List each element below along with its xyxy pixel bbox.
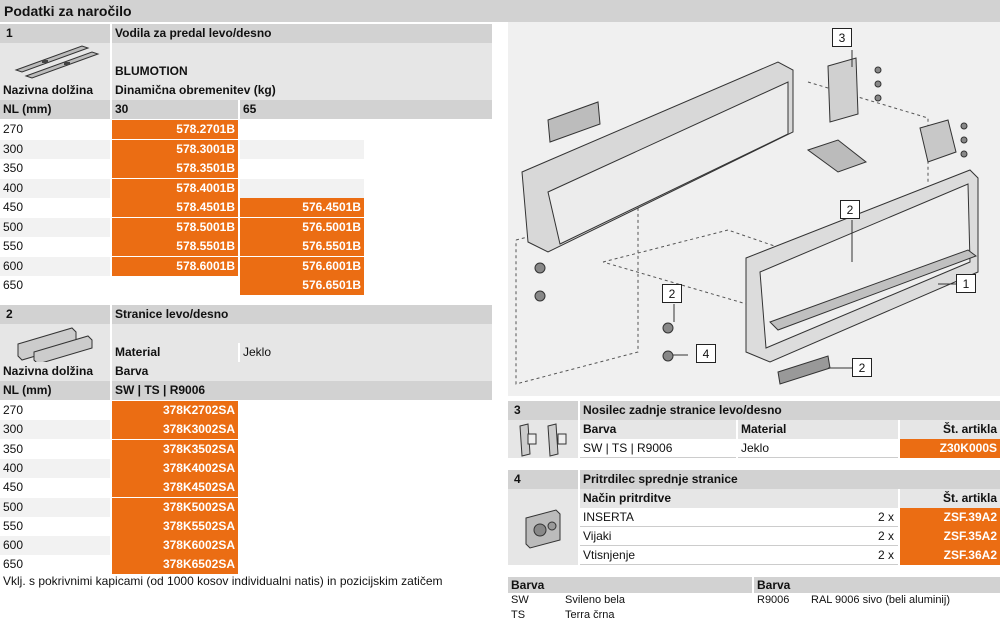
load-label: Dinamična obremenitev (kg) [112, 81, 492, 100]
col-article: Št. artikla [900, 420, 1000, 439]
length-cell: 600 [0, 257, 110, 276]
article-number [240, 159, 364, 178]
callout-1: 1 [956, 274, 976, 293]
article-number: 578.5501B [112, 237, 238, 256]
brand-label: BLUMOTION [112, 62, 492, 81]
article-number: ZSF.35A2 [900, 527, 1000, 546]
article-number: 576.6001B [240, 257, 364, 276]
color-codes-header: SW | TS | R9006 [112, 381, 492, 400]
legend-code: SW [511, 594, 529, 606]
method-cell: Vijaki [580, 527, 850, 546]
length-cell: 550 [3, 518, 24, 533]
material-label: Material [112, 343, 238, 362]
legend-header: Barva [508, 577, 752, 593]
legend-name: RAL 9006 sivo (beli aluminij) [811, 594, 950, 606]
method-cell: INSERTA [580, 508, 850, 527]
length-cell: 400 [0, 179, 110, 198]
material-value: Jeklo [240, 343, 492, 362]
side-wall-icon [10, 322, 100, 364]
article-number: 578.6001B [112, 257, 238, 276]
section-title: Nosilec zadnje stranice levo/desno [580, 401, 1000, 420]
length-cell: 650 [3, 557, 24, 572]
section-title: Pritrdilec sprednje stranice [580, 470, 1000, 489]
article-number: 578.3001B [112, 140, 238, 159]
legend-header: Barva [754, 577, 1000, 593]
article-number [240, 179, 364, 198]
length-cell: 450 [3, 480, 24, 495]
legend-name: Terra črna [565, 609, 615, 621]
length-cell: 400 [0, 459, 110, 478]
article-number: 576.6501B [240, 276, 364, 295]
color-label: Barva [112, 362, 492, 381]
article-number: ZSF.39A2 [900, 508, 1000, 527]
length-cell: 300 [0, 420, 110, 439]
length-cell: 450 [3, 200, 24, 214]
article-number: 576.5001B [240, 218, 364, 237]
length-cell: 600 [0, 536, 110, 555]
load-65-header: 65 [240, 100, 492, 119]
material-value: Jeklo [738, 439, 898, 458]
length-label: Nazivna dolžina [0, 81, 110, 100]
callout-2: 2 [840, 200, 860, 219]
drawer-runner-icon [12, 40, 102, 82]
nl-label: NL (mm) [0, 100, 110, 119]
article-number: 578.4501B [112, 198, 238, 217]
front-fixing-icon [516, 500, 572, 556]
nl-label: NL (mm) [0, 381, 110, 400]
article-number [240, 140, 364, 159]
exploded-diagram [508, 22, 1000, 396]
legend-name: Svileno bela [565, 594, 625, 606]
article-number: 378K2702SA [112, 401, 238, 420]
article-number: 378K4502SA [112, 478, 238, 497]
article-number: 576.5501B [240, 237, 364, 256]
length-cell: 500 [0, 498, 110, 517]
callout-2: 2 [852, 358, 872, 377]
callout-2: 2 [662, 284, 682, 303]
article-number [240, 120, 364, 139]
col-method: Način pritrditve [580, 489, 898, 508]
article-number: 578.3501B [112, 159, 238, 178]
article-number: 378K4002SA [112, 459, 238, 478]
article-number: Z30K000S [900, 439, 1000, 458]
load-30-header: 30 [112, 100, 238, 119]
length-cell: 270 [3, 122, 24, 136]
back-bracket-icon [514, 420, 574, 458]
article-number: 378K3002SA [112, 420, 238, 439]
callout-4: 4 [696, 344, 716, 363]
article-number [112, 276, 238, 295]
article-number: 578.4001B [112, 179, 238, 198]
barva-value: SW | TS | R9006 [580, 439, 736, 458]
length-cell: 650 [3, 278, 24, 292]
article-number: ZSF.36A2 [900, 546, 1000, 565]
col-barva: Barva [580, 420, 736, 439]
length-cell: 550 [3, 239, 24, 253]
article-number: 578.5001B [112, 218, 238, 237]
article-number: 578.2701B [112, 120, 238, 139]
length-cell: 500 [0, 218, 110, 237]
length-cell: 300 [0, 140, 110, 159]
article-number: 378K5002SA [112, 498, 238, 517]
section-number: 4 [508, 470, 578, 489]
callout-3: 3 [832, 28, 852, 47]
col-article: Št. artikla [900, 489, 1000, 508]
quantity-cell: 2 x [850, 546, 898, 565]
section-number: 2 [0, 305, 110, 324]
method-cell: Vtisnjenje [580, 546, 850, 565]
length-label: Nazivna dolžina [0, 362, 110, 381]
section-title: Vodila za predal levo/desno [112, 24, 492, 43]
col-material: Material [738, 420, 898, 439]
quantity-cell: 2 x [850, 527, 898, 546]
legend-code: R9006 [757, 594, 790, 606]
page-title: Podatki za naročilo [0, 0, 1000, 22]
article-number: 378K5502SA [112, 517, 238, 536]
quantity-cell: 2 x [850, 508, 898, 527]
section-number: 1 [0, 24, 110, 43]
article-number: 378K6002SA [112, 536, 238, 555]
section-title: Stranice levo/desno [112, 305, 492, 324]
article-number: 378K3502SA [112, 440, 238, 459]
length-cell: 270 [3, 403, 24, 417]
legend-code: TS [511, 609, 526, 621]
article-number: 576.4501B [240, 198, 364, 217]
footnote: Vklj. s pokrivnimi kapicami (od 1000 kosov individualni natis) in pozicijskim zatičem [3, 574, 443, 588]
article-number: 378K6502SA [112, 555, 238, 574]
section-number: 3 [508, 401, 578, 420]
length-cell: 350 [3, 441, 24, 456]
length-cell: 350 [3, 161, 24, 175]
